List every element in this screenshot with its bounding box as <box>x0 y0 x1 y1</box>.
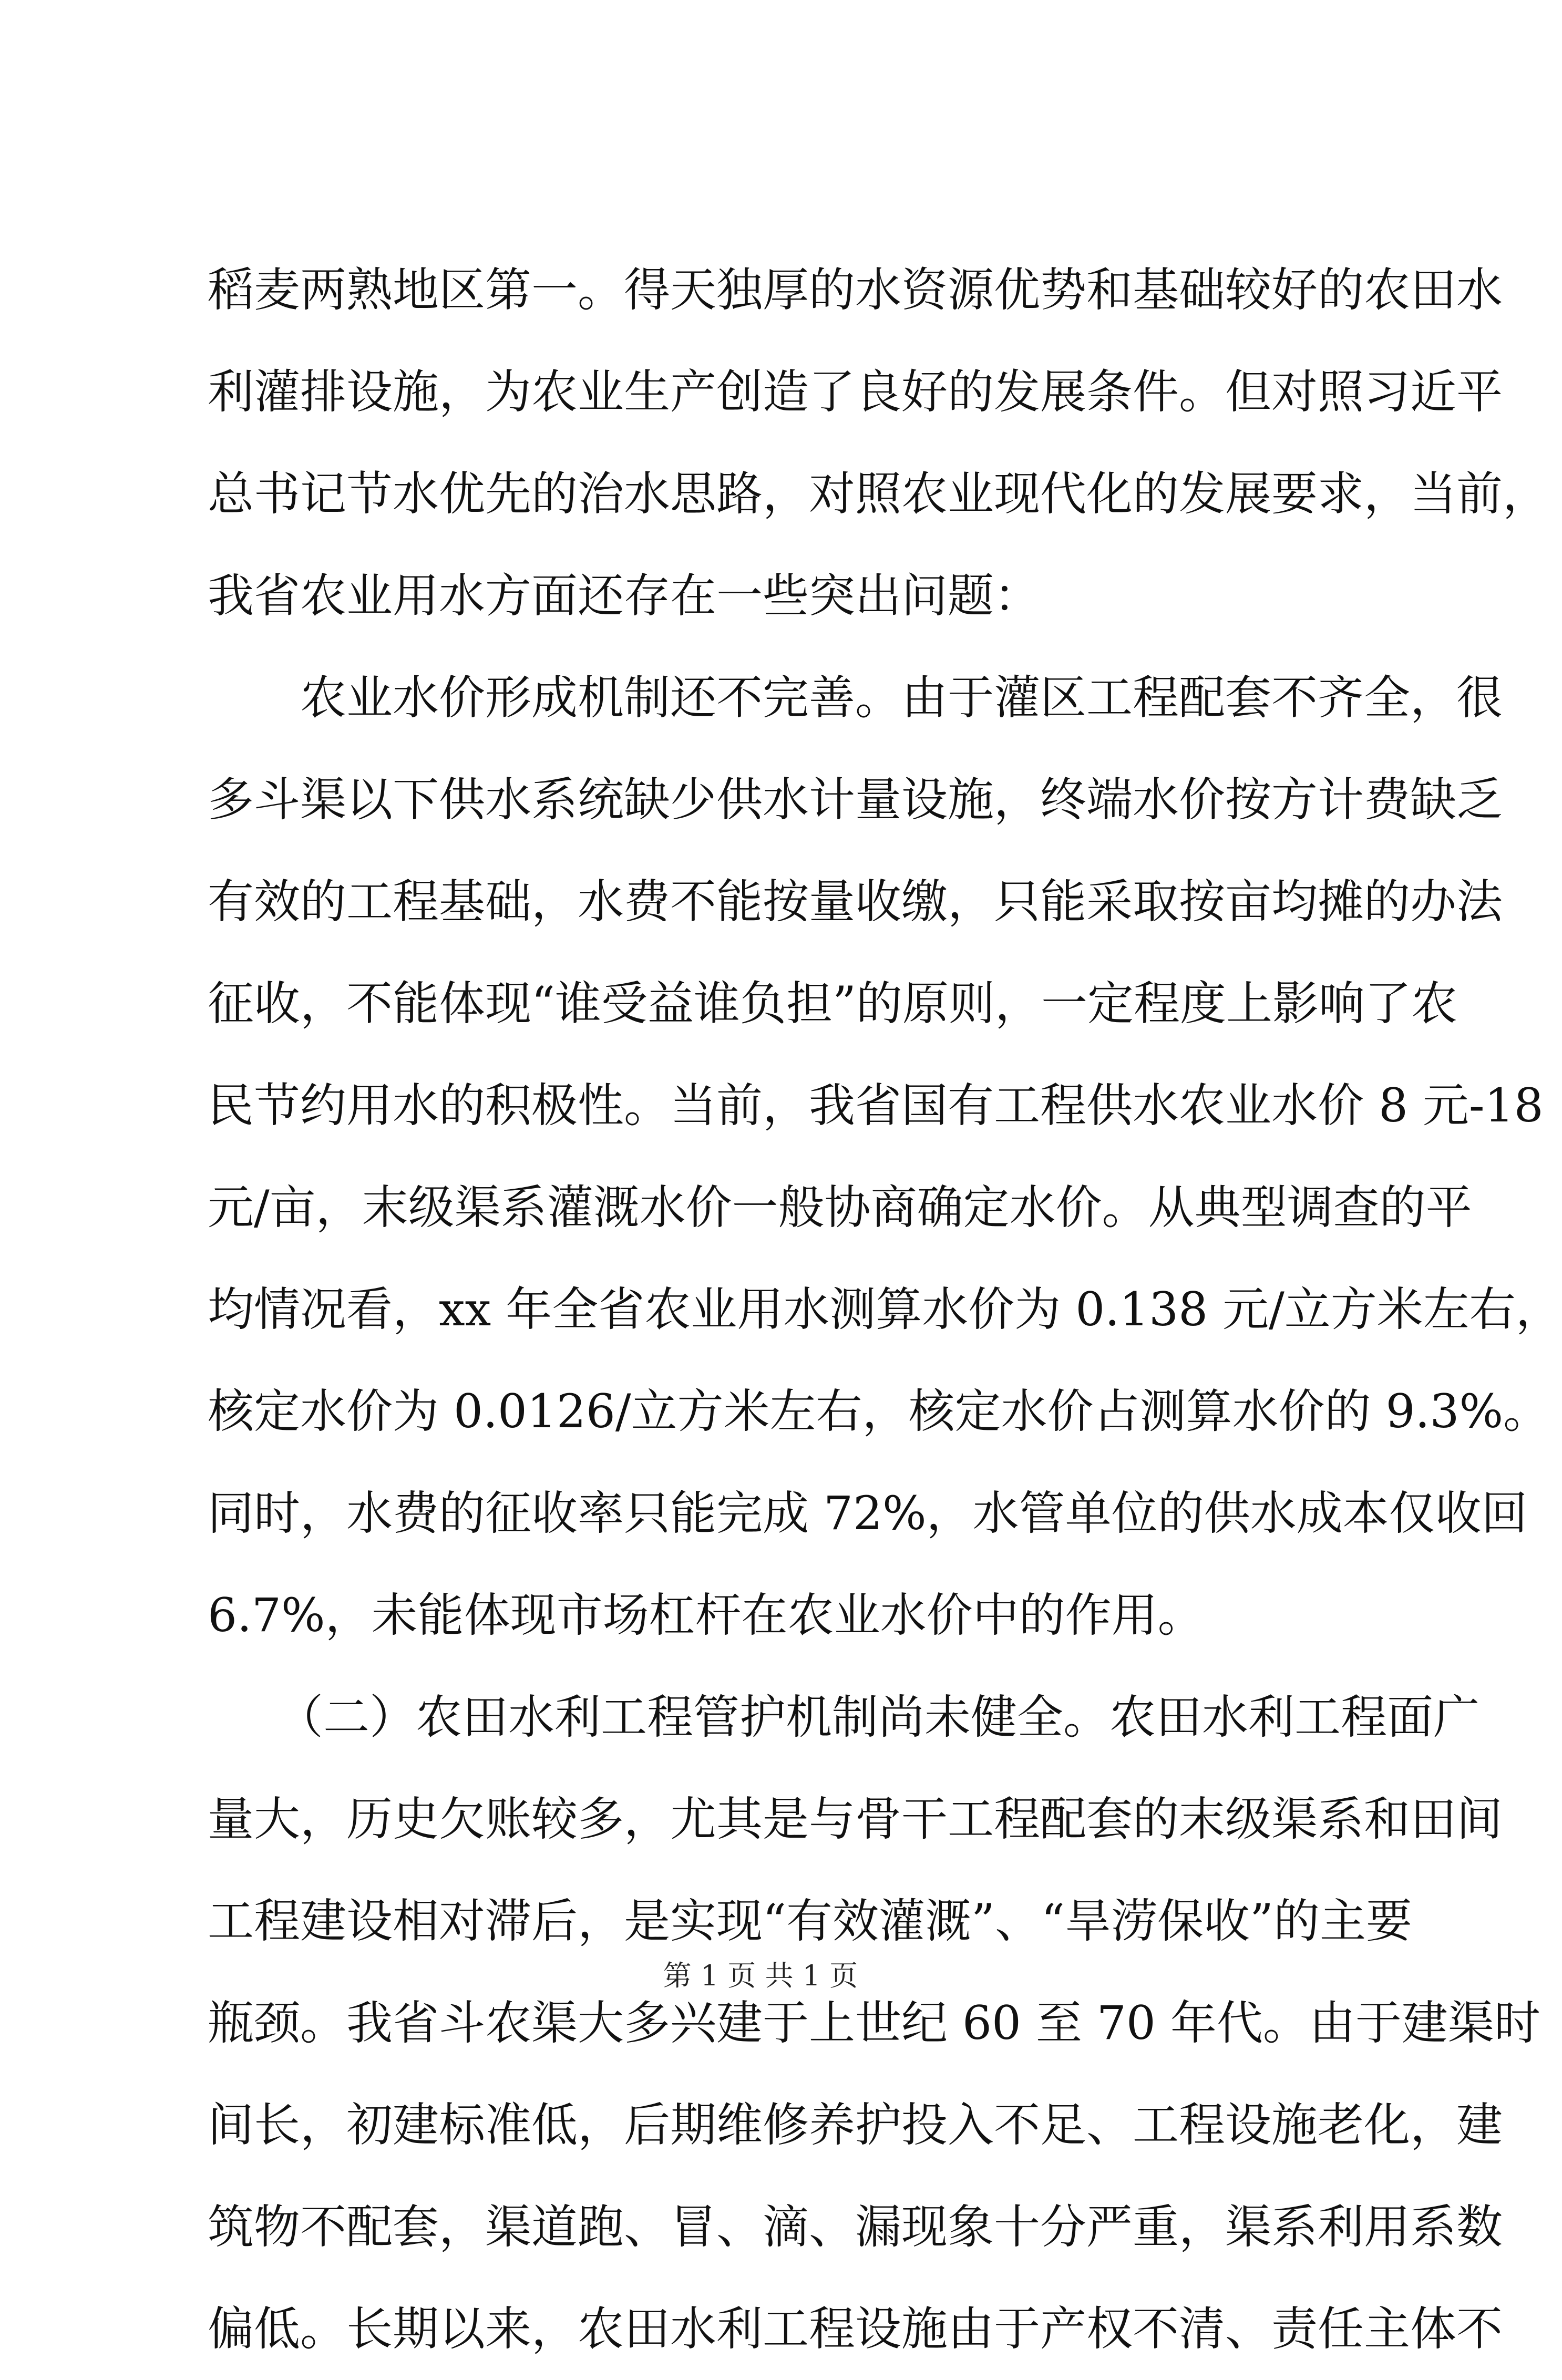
text-line: （二）农田水利工程管护机制尚未健全。农田水利工程面广 <box>208 1690 1480 1744</box>
text-line: 6.7%，未能体现市场杠杆在农业水价中的作用。 <box>208 1588 1204 1642</box>
text-line: 农业水价形成机制还不完善。由于灌区工程配套不齐全，很 <box>208 671 1503 725</box>
text-line: 总书记节水优先的治水思路，对照农业现代化的发展要求，当前， <box>208 467 1549 521</box>
text-line: 瓶颈。我省斗农渠大多兴建于上世纪 60 至 70 年代。由于建渠时 <box>208 1996 1540 2050</box>
text-line: 民节约用水的积极性。当前，我省国有工程供水农业水价 8 元-18 <box>208 1078 1544 1132</box>
text-line: 偏低。长期以来，农田水利工程设施由于产权不清、责任主体不 <box>208 2302 1503 2356</box>
text-line: 工程建设相对滞后，是实现“有效灌溉”、“旱涝保收”的主要 <box>208 1894 1412 1948</box>
text-line: 核定水价为 0.0126/立方米左右，核定水价占测算水价的 9.3%。 <box>208 1384 1550 1438</box>
text-line: 有效的工程基础，水费不能按量收缴，只能采取按亩均摊的办法 <box>208 874 1503 929</box>
page-number-label: 第 1 页 共 1 页 <box>663 1959 858 1992</box>
text-line: 利灌排设施，为农业生产创造了良好的发展条件。但对照习近平 <box>208 365 1503 419</box>
text-line: 征收，不能体现“谁受益谁负担”的原则，一定程度上影响了农 <box>208 976 1457 1031</box>
text-line: 量大，历史欠账较多，尤其是与骨干工程配套的末级渠系和田间 <box>208 1792 1503 1846</box>
text-line: 间长，初建标准低，后期维修养护投入不足、工程设施老化，建 <box>208 2098 1503 2152</box>
text-line: 均情况看，xx 年全省农业用水测算水价为 0.138 元/立方米左右， <box>208 1282 1562 1336</box>
text-line: 多斗渠以下供水系统缺少供水计量设施，终端水价按方计费缺乏 <box>208 772 1503 827</box>
text-line: 筑物不配套，渠道跑、冒、滴、漏现象十分严重，渠系利用系数 <box>208 2200 1503 2254</box>
page-footer <box>0 1955 1521 1997</box>
text-line: 稻麦两熟地区第一。得天独厚的水资源优势和基础较好的农田水 <box>208 263 1503 317</box>
text-line: 元/亩，末级渠系灌溉水价一般协商确定水价。从典型调查的平 <box>208 1180 1472 1234</box>
document-body <box>208 239 1562 2380</box>
text-line: 同时，水费的征收率只能完成 72%，水管单位的供水成本仅收回 <box>208 1486 1528 1540</box>
text-line: 我省农业用水方面还存在一些突出问题： <box>208 569 1041 623</box>
